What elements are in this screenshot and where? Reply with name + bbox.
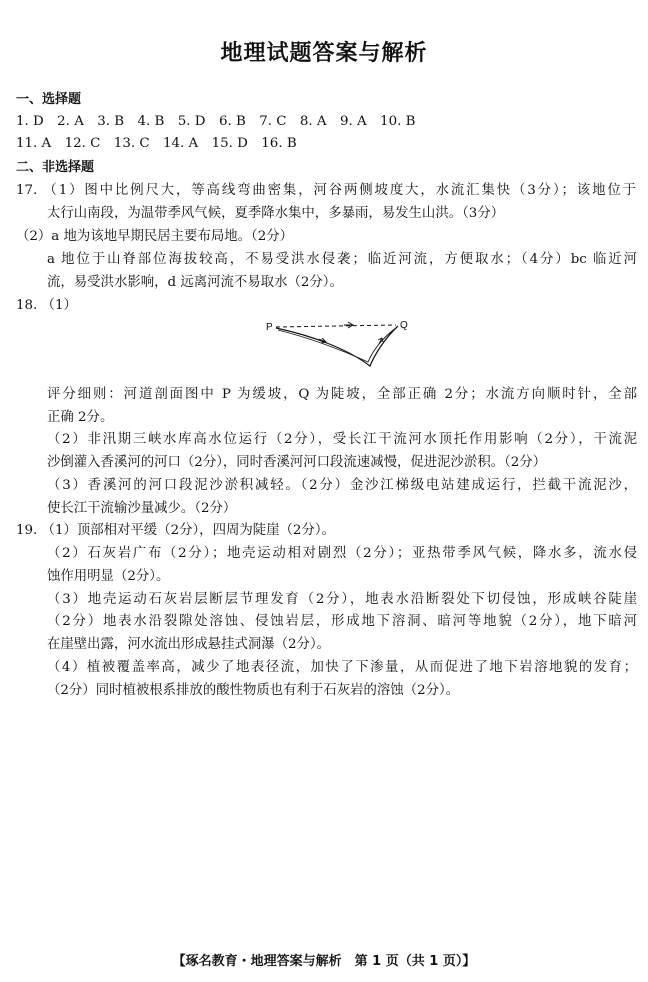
- flow-arrow-right: [378, 338, 383, 344]
- river-bed-outer: [276, 326, 398, 366]
- answer-line: 正确 2分。: [47, 410, 114, 425]
- answer-line: （2）非汛期三峡水库高水位运行（2分），受长江干流河水顶托作用影响（2分），干流泥: [47, 432, 637, 447]
- answer-line: 18. （1）: [16, 298, 77, 313]
- answer-line: 评分细则：河道剖面图中 P 为缓坡，Q 为陡坡，全部正确 2分；水流方向顺时针，全部: [47, 387, 637, 402]
- answer-line: （3）香溪河的河口段泥沙淤积减轻。（2分）金沙江梯级电站建成运行，拦截干流泥沙，: [47, 478, 637, 493]
- river-profile-diagram: [264, 314, 414, 370]
- answer-line: 在崖壁出露，河水流出形成悬挂式洞瀑（2分）。: [47, 637, 331, 652]
- answer-line: a 地位于山脊部位海拔较高，不易受洪水侵袭；临近河流，方便取水；（4分）bc 临近河: [47, 252, 637, 267]
- answer-line: 太行山南段，为温带季风气候，夏季降水集中，多暴雨，易发生山洪。（3分）: [47, 206, 505, 221]
- label-q: Q: [400, 320, 408, 331]
- page-title: 地理试题答案与解析: [220, 41, 428, 66]
- answer-line: 使长江干流输沙量减少。（2分）: [47, 501, 237, 516]
- answer-line: 流，易受洪水影响，d 远离河流不易取水（2分）。: [47, 275, 343, 290]
- answer-line: 17. （1）图中比例尺大，等高线弯曲密集，河谷两侧坡度大，水流汇集快（3分）；该地位于: [16, 183, 636, 198]
- answer-line: （4）植被覆盖率高，减少了地表径流，加快了下渗量，从而促进了地下岩溶地貌的发育；: [47, 660, 637, 675]
- section-heading: 一、选择题: [16, 92, 82, 107]
- label-p: P: [266, 322, 273, 333]
- answer-line: （2分）地表水沿裂隙处溶蚀、侵蚀岩层，形成地下溶洞、暗河等地貌（2分），地下暗河: [47, 614, 637, 629]
- answer-line: 19. （1）顶部相对平缓（2分），四周为陡崖（2分）。: [16, 523, 335, 538]
- section-heading: 二、非选择题: [16, 160, 95, 175]
- answer-line: （2）a 地为该地早期民居主要布局地。（2分）: [16, 229, 293, 244]
- answer-line: 沙倒灌入香溪河的河口（2分），同时香溪河河口段流速减慢，促进泥沙淤积。（2分）: [47, 455, 547, 470]
- answer-line: 蚀作用明显（2分）。: [47, 569, 170, 584]
- answer-line: 1. D 2. A 3. B 4. B 5. D 6. B 7. C 8. A 9. A 10. B: [16, 114, 416, 129]
- flow-arrow-top: [344, 322, 353, 328]
- answer-line: （3）地壳运动石灰岩层断层节理发育（2分），地表水沿断裂处下切侵蚀，形成峡谷陡崖: [47, 592, 637, 607]
- answer-line: （2分）同时植被根系排放的酸性物质也有利于石灰岩的溶蚀（2分）。: [47, 683, 460, 698]
- answer-line: 11. A 12. C 13. C 14. A 15. D 16. B: [16, 136, 297, 151]
- answer-line: （2）石灰岩广布（2分）；地壳运动相对剧烈（2分）；亚热带季风气候，降水多，流水侵: [47, 546, 637, 561]
- page-footer: 【琢名教育・地理答案与解析 第 1 页（共 1 页）】: [172, 954, 476, 969]
- water-surface-line: [276, 325, 396, 327]
